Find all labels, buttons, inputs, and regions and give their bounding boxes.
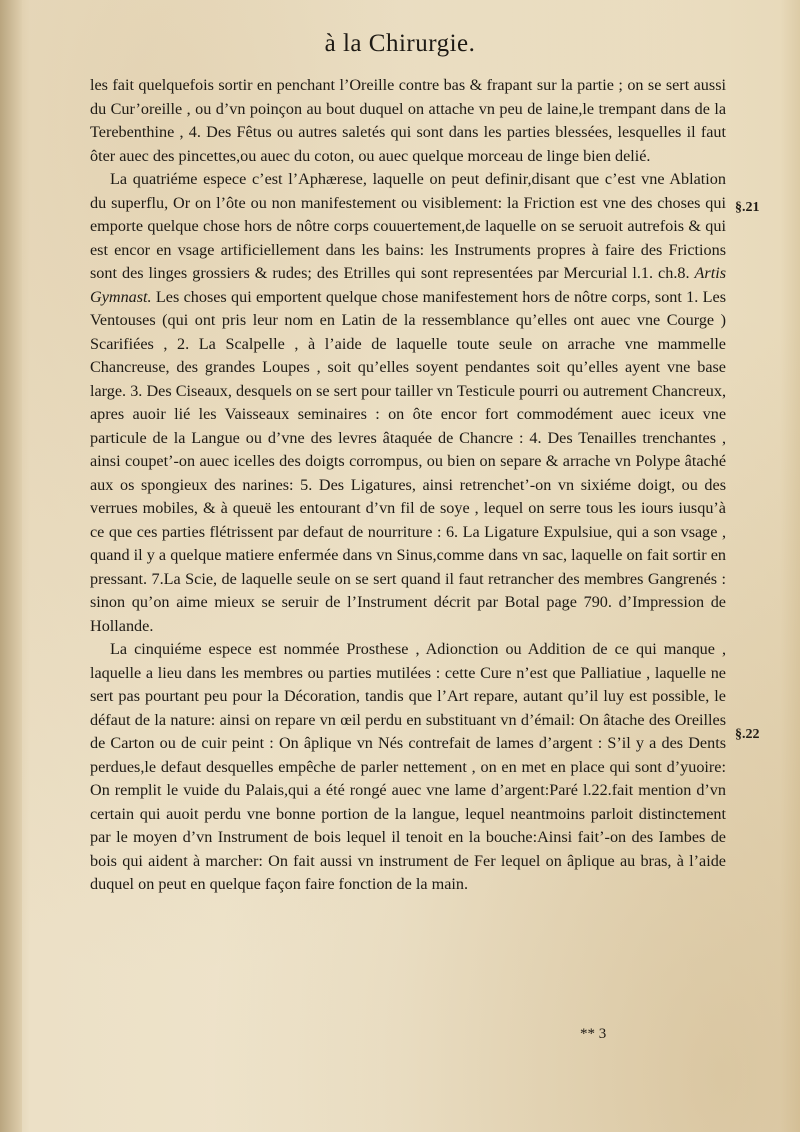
paragraph-1: les fait quelquefois sortir en penchant l’Oreille contre bas & frapant sur la partie ; on se sert aussi du Cur’oreille , ou d’vn poinçon au bout duquel on attache vn peu de laine,le trempant dans de la Terebenthine , 4. Des Fêtus ou autres saletés qui sont dans les parties blessées, lesquelles il faut ôter auec des pincettes,ou auec du coton, ou auec quelque morceau de linge bien delié.: [90, 76, 726, 165]
paragraph-2-text: La quatriéme espece c’est l’Aphæresе, laquelle on peut definir,disant que c’est vne Ablation du superflu, Or on l’ôte ou non manifestement ou visiblement: la Friction est vne des choses qui emporte quelque chose hors de nôtre corps couuertement,de laquelle on se seruoit autrefois & qui est encor en vsage artificiellement dans les bains: les Instruments propres à faire des Frictions sont des linges grossiers & rudes; des Etrilles qui sont representées par Mercurial l.1. ch.8.: [90, 170, 726, 282]
paragraph-2: [90, 168, 726, 638]
margin-note-22: §.22: [735, 727, 760, 742]
signature-mark: ** 3: [580, 1026, 607, 1042]
running-header: à la Chirurgie.: [324, 30, 476, 57]
margin-note-21: §.21: [735, 200, 760, 215]
body-text: [90, 74, 726, 897]
paragraph-3: La cinquiéme espece est nommée Prosthese , Adionction ou Addition de ce qui manque , laquelle a lieu dans les membres ou parties mutilées : cette Cure n’est que Palliatiue , laquelle ne sert pas pourtant peu pour la Décoration, tandis que l’Art repare, autant qu’il luy est possible, le défaut de la nature: ainsi on repare vn œil perdu en substituant vn d’émail: On âtache des Oreilles de Carton ou de cuir peint : On âplique vn Nés contrefait de lames d’argent : S’il y a des Dents perdues,le defaut desquelles empêche de parler nettement , on en met en place qui sont d’yuoire: On remplit le vuide du Palais,qui a été rongé auec vne lame d’argent:Paré l.22.fait mention d’vn certain qui auoit perdu vne bonne portion de la langue, lequel neantmoins parloit distinctement par le moyen d’vn Instrument de bois lequel il tenoit en la bouche:Ainsi fait’-on des Iambes de bois qui aident à marcher: On fait aussi vn instrument de Fer lequel on âplique au bras, à l’aide duquel on peut en quelque façon faire fonction de la main.: [90, 640, 726, 893]
page-gutter: [0, 0, 22, 1132]
paragraph-2-continued: Les choses qui emportent quelque chose manifestement hors de nôtre corps, sont 1. Les Ventouses (qui ont pris leur nom en Latin de la ressemblance qu’elles ont auec vne Courge ) Scarifiées , 2. La Scalpelle , à l’aide de laquelle toute seule on arrache vne mammelle Chancreuse, des grandes Loupes , soit qu’elles soyent pendantes soit qu’elles ayent vne base large. 3. Des Ciseaux, desquels on se sert pour tailler vn Testicule pourri ou autrement Chancreux, apres auoir lié les Vaisseaux seminaires : on ôte encor fort commodément auec iceux vne particule de la Langue ou d’vne des levres âtaquée de Chancre : 4. Des Tenailles trenchantes , ainsi coupet’-on auec icelles des doigts corrompus, ou bien on separe & arrache vn Polype âtaché aux os spongieux des narines: 5. Des Ligatures, ainsi retrenchet’-on vn sixiéme doigt, ou des verrues mobiles, & à queuë les entourant d’vn fil de soye , lequel on serre tous les iours iusqu’à ce que ces parties flétrissent par defaut de nourriture : 6. La Ligature Expulsiue, qui a son vsage , quand il y a quelque matiere enfermée dans vn Sinus,comme dans vn sac, laquelle on fait sortir en pressant. 7.La Scie, de laquelle seule on se sert quand il faut retrancher des membres Gangrenés : sinon qu’on aime mieux se seruir de l’Instrument décrit par Botal page 790. d’Impression de Hollande.: [90, 287, 726, 635]
citation-italic: Artis Gymnast.: [90, 264, 726, 306]
